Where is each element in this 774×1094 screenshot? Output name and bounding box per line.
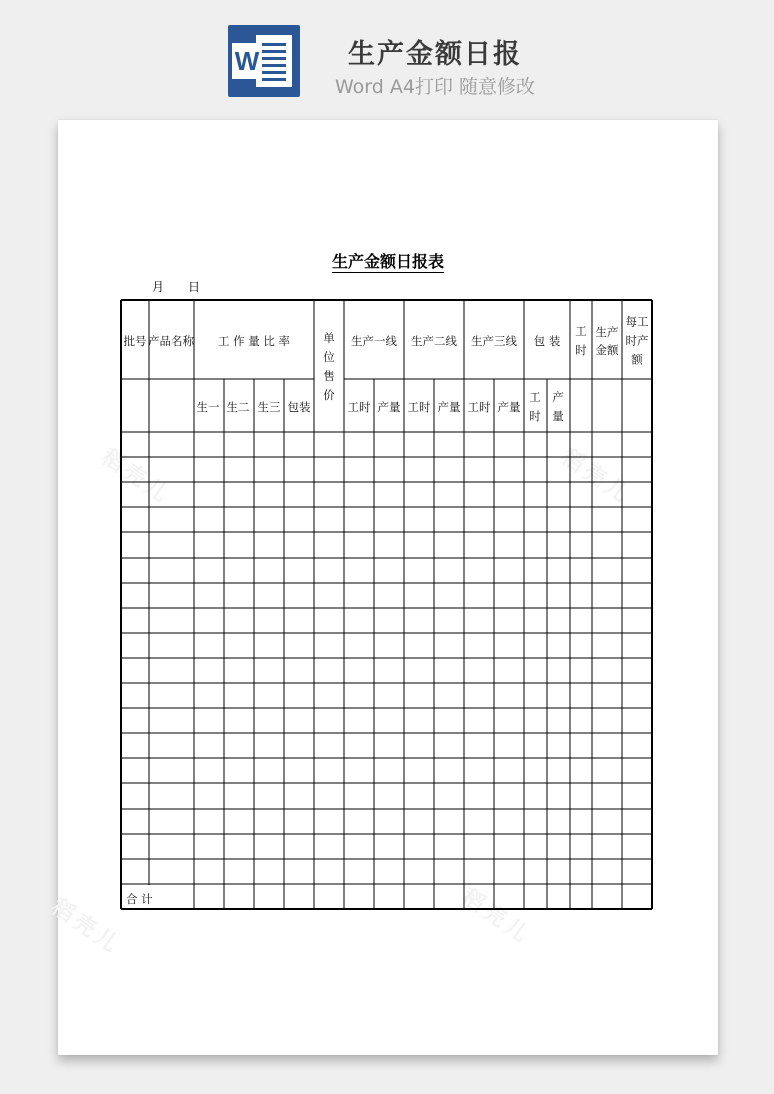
banner-title: 生产金额日报 [348,39,522,70]
subheader-l2-hours: 工时 [407,400,431,414]
header-line2: 生产二线 [411,334,457,348]
subheader-l1-hours: 工时 [347,400,371,414]
date-month: 月 [152,280,165,294]
header-production-amount: 生产金额 [595,325,619,357]
header-packing: 包 装 [533,334,561,348]
document-page: 稻壳儿 稻壳儿 稻壳儿 稻壳儿 生产金额日报表 月 日 批号 产品名称 工 作 量 比 率 单位 售价 生产一线 生产二线 生产三线 包 装 工时 生产金额 每工时产额 生一 生二 生三 包装 工时 产量 工时 产量 工时 产量 工时 产量 合 计 [58,120,718,1055]
header-unit-price: 单位 售价 [323,331,335,402]
subheader-pk-hours: 工时 [529,390,541,423]
header-output-per-hour: 每工时产额 [625,314,649,367]
subheader-ratio3: 生三 [257,400,281,414]
subheader-l3-output: 产量 [497,400,521,414]
subheader-ratio2: 生二 [226,400,250,414]
header-work-hours: 工时 [575,324,587,357]
subheader-l3-hours: 工时 [467,400,491,414]
header-batch-no: 批号 [123,334,147,348]
word-letter: W [232,43,262,79]
subheader-pk-output: 产量 [552,390,564,423]
banner [0,0,774,110]
header-line1: 生产一线 [351,334,397,348]
word-icon [228,25,300,97]
subheader-ratio1: 生一 [196,400,220,414]
header-product-name: 产品名称 [148,334,194,348]
total-label: 合 计 [126,892,153,906]
report-table [58,120,718,1055]
subheader-ratio4: 包装 [287,400,311,414]
banner-subtitle: Word A4打印 随意修改 [334,76,535,98]
subheader-l1-output: 产量 [377,400,401,414]
header-work-ratio: 工 作 量 比 率 [217,334,291,348]
date-day: 日 [188,280,201,294]
header-line3: 生产三线 [471,334,517,348]
subheader-l2-output: 产量 [437,400,461,414]
document-title: 生产金额日报表 [331,252,444,271]
